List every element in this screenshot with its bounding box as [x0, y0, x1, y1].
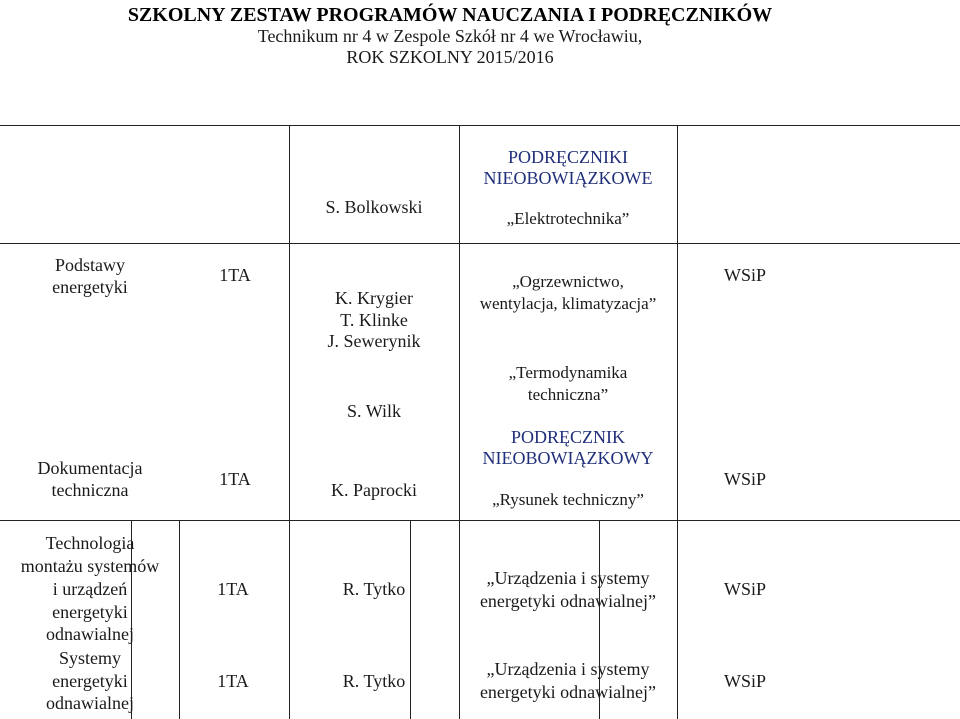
subject-cell: techniczna: [51, 480, 129, 500]
subject-cell: Systemy: [58, 648, 121, 668]
author-cell: R. Tytko: [342, 671, 406, 691]
subject-cell: i urządzeń: [52, 579, 128, 599]
optional-note-line: PODRĘCZNIKI: [508, 147, 628, 167]
author-cell: J. Sewerynik: [327, 331, 421, 351]
book-title: „Ogrzewnictwo,: [512, 272, 624, 291]
publisher-cell: WSiP: [723, 671, 766, 691]
class-cell: 1TA: [219, 469, 251, 489]
subject-cell: Dokumentacja: [37, 458, 143, 478]
publisher-cell: WSiP: [723, 469, 766, 489]
book-title: „Rysunek techniczny”: [492, 490, 644, 509]
subject-cell: energetyki: [52, 602, 128, 622]
subject-cell: odnawialnej: [46, 624, 134, 644]
subject-cell: montażu systemów: [20, 556, 160, 576]
book-title: techniczna”: [527, 385, 609, 404]
grid-line: [0, 520, 960, 521]
author-cell: S. Wilk: [347, 401, 401, 421]
publisher-cell: WSiP: [723, 265, 766, 285]
author-cell: K. Paprocki: [331, 480, 417, 500]
book-title: wentylacja, klimatyzacja”: [479, 294, 657, 313]
subject-cell: odnawialnej: [46, 693, 134, 713]
school-name: Technikum nr 4 w Zespole Szkół nr 4 we Wrocławiu,: [257, 26, 643, 46]
author-cell: T. Klinke: [340, 310, 408, 330]
subject-cell: energetyki: [52, 277, 128, 297]
book-title: energetyki odnawialnej”: [479, 682, 657, 702]
grid-line: [0, 125, 960, 126]
publisher-cell: WSiP: [723, 579, 766, 599]
book-title: „Termodynamika: [508, 363, 628, 382]
book-title: „Elektrotechnika”: [506, 209, 630, 228]
subject-cell: Technologia: [45, 533, 135, 553]
author-cell: K. Krygier: [335, 288, 413, 308]
author-cell: R. Tytko: [342, 579, 406, 599]
grid-line: [0, 243, 960, 244]
document-title: SZKOLNY ZESTAW PROGRAMÓW NAUCZANIA I PODRĘCZNIKÓW: [127, 4, 773, 26]
optional-note-line: NIEOBOWIĄZKOWY: [482, 448, 654, 468]
school-year: ROK SZKOLNY 2015/2016: [346, 47, 554, 67]
book-title: „Urządzenia i systemy: [486, 659, 650, 679]
class-cell: 1TA: [219, 265, 251, 285]
book-title: „Urządzenia i systemy: [486, 568, 650, 588]
class-cell: 1TA: [217, 579, 249, 599]
subject-cell: Podstawy: [54, 255, 125, 275]
grid-line: [677, 125, 678, 719]
author-cell: S. Bolkowski: [325, 197, 423, 217]
optional-note-line: NIEOBOWIĄZKOWE: [483, 168, 653, 188]
book-title: energetyki odnawialnej”: [479, 591, 657, 611]
optional-note-line: PODRĘCZNIK: [510, 427, 625, 447]
subject-cell: energetyki: [52, 671, 128, 691]
class-cell: 1TA: [217, 671, 249, 691]
